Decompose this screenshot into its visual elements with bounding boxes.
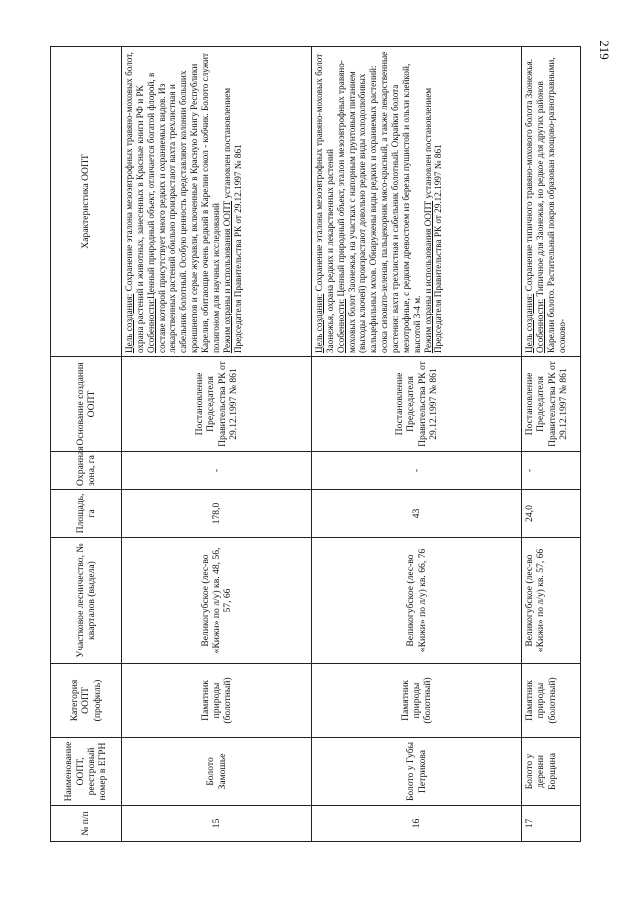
- row-name: Болото у деревни Борщина: [522, 738, 581, 806]
- goal-label: Цель создания:: [124, 293, 134, 353]
- header-num: № п/п: [51, 806, 122, 842]
- features-paragraph: [336, 50, 423, 353]
- row-buffer: -: [522, 452, 581, 490]
- oopt-table: [50, 46, 581, 842]
- header-description: Характеристика ООПТ: [51, 47, 122, 357]
- regime-text: установлен постановлением Председателя Правительства РК от 29.12.1997 № 861: [221, 87, 243, 353]
- row-name: Болото у Губы Петрикова: [312, 738, 522, 806]
- header-forestry: Участковое лесничество, № кварталов (выдела): [51, 538, 122, 664]
- row-num: 17: [522, 806, 581, 842]
- goal-text: Сохранение эталона мезоэвтрофных травяно-моховых болот, охрана растений и животных, занесенных в Красные книги РФ и РК: [124, 52, 145, 353]
- features-label: Особенности:: [534, 298, 545, 353]
- goal-paragraph: [314, 50, 336, 353]
- table-row: [522, 47, 581, 842]
- goal-text: Сохранение типичного травяно-мохового болота Заонежья.: [524, 58, 534, 294]
- header-basis: Основание создания ООПТ: [51, 357, 122, 452]
- row-description: [522, 47, 581, 357]
- goal-label: Цель создания:: [524, 293, 534, 353]
- regime-paragraph: [222, 50, 244, 353]
- regime-paragraph: [423, 50, 445, 353]
- row-forestry: Великогубское (лес-во «Кижи» по л/у) кв. 48, 56, 57, 66: [122, 538, 312, 664]
- row-description: [312, 47, 522, 357]
- features-text: Ценный природный объект, отличается богатой флорой, в составе которой присутствует много редких и охраняемых видов. Из лекарственных растений обильно произрастают вахта трехлистная и сабельник болотный. Особую ценность представляют колонии больших кроншнепов и серые журавли, включенные в Красную Книгу Республики Карелия, обитающие очень редкий в Карелии сокол - кобчик. Болото служит полигоном для научных исследований: [145, 53, 221, 353]
- row-forestry: Великогубское (лес-во «Кижи» по л/у) кв. 57, 66: [522, 538, 581, 664]
- row-area: 43: [312, 490, 522, 538]
- table-row: [122, 47, 312, 842]
- features-label: Особенности:: [335, 298, 346, 353]
- row-num: 16: [312, 806, 522, 842]
- row-area: 24,0: [522, 490, 581, 538]
- header-name: Наименование ООПТ, реестровый номер в ЕГРН: [51, 738, 122, 806]
- regime-text: установлен постановлением Председателя Правительства РК от 29.12.1997 № 861: [422, 87, 444, 353]
- row-buffer: -: [312, 452, 522, 490]
- goal-label: Цель создания:: [314, 293, 324, 353]
- row-name: Болото Замошье: [122, 738, 312, 806]
- page-number: 219: [597, 40, 612, 60]
- header-area: Площадь, га: [51, 490, 122, 538]
- row-basis: Постановление Председателя Правительства РК от 29.12.1997 № 861: [522, 357, 581, 452]
- goal-paragraph: [524, 50, 535, 353]
- features-paragraph: [535, 50, 568, 353]
- header-category: Категория ООПТ (профиль): [51, 664, 122, 738]
- features-paragraph: [146, 50, 222, 353]
- row-basis: Постановление Председателя Правительства РК от 29.12.1997 № 861: [312, 357, 522, 452]
- table-row: [312, 47, 522, 842]
- row-area: 178,0: [122, 490, 312, 538]
- goal-text: Сохранение эталона мезоэвтрофных травяно-моховых болот Заонежья, охрана редких и лекарственных растений: [314, 53, 335, 353]
- table-header-row: [51, 47, 122, 842]
- row-forestry: Великогубское (лес-во «Кижи» по л/у) кв. 66, 76: [312, 538, 522, 664]
- regime-label: Режим охраны и использования ООПТ: [221, 200, 232, 353]
- row-buffer: -: [122, 452, 312, 490]
- row-category: Памятник природы (болотный): [122, 664, 312, 738]
- goal-paragraph: [124, 50, 146, 353]
- row-basis: Постановление Председателя Правительства РК от 29.12.1997 № 861: [122, 357, 312, 452]
- features-text: Типичное для Заонежья, но редкое для других районов Карелии болото. Растительный покров образован хвощово-разнотравными, осоково-: [534, 57, 567, 353]
- features-text: Ценный природный объект, эталон мезоэвтрофных травяно-моховых болот Заонежья, на участках с напорным грунтовым питанием (выходы ключей) произрастают довольно редкие виды холодолюбивых кальцефильных мхов. Обнаружены виды редких и охраняемых растений: осока сизовато-зеленая, пальцекорник мясо-красный, а также лекарственные растения: вахта трехлистная и сабельник болотный. Окрайки болота мезотрофные, с редким древостоем из березы пушистой и ольхи клейкой, высотой 3-4 м.: [335, 51, 422, 353]
- features-label: Особенности:: [145, 298, 156, 353]
- regime-label: Режим охраны и использования ООПТ: [422, 200, 433, 353]
- row-description: [122, 47, 312, 357]
- row-category: Памятник природы (болотный): [522, 664, 581, 738]
- row-category: Памятник природы (болотный): [312, 664, 522, 738]
- row-num: 15: [122, 806, 312, 842]
- header-buffer: Охранная зона, га: [51, 452, 122, 490]
